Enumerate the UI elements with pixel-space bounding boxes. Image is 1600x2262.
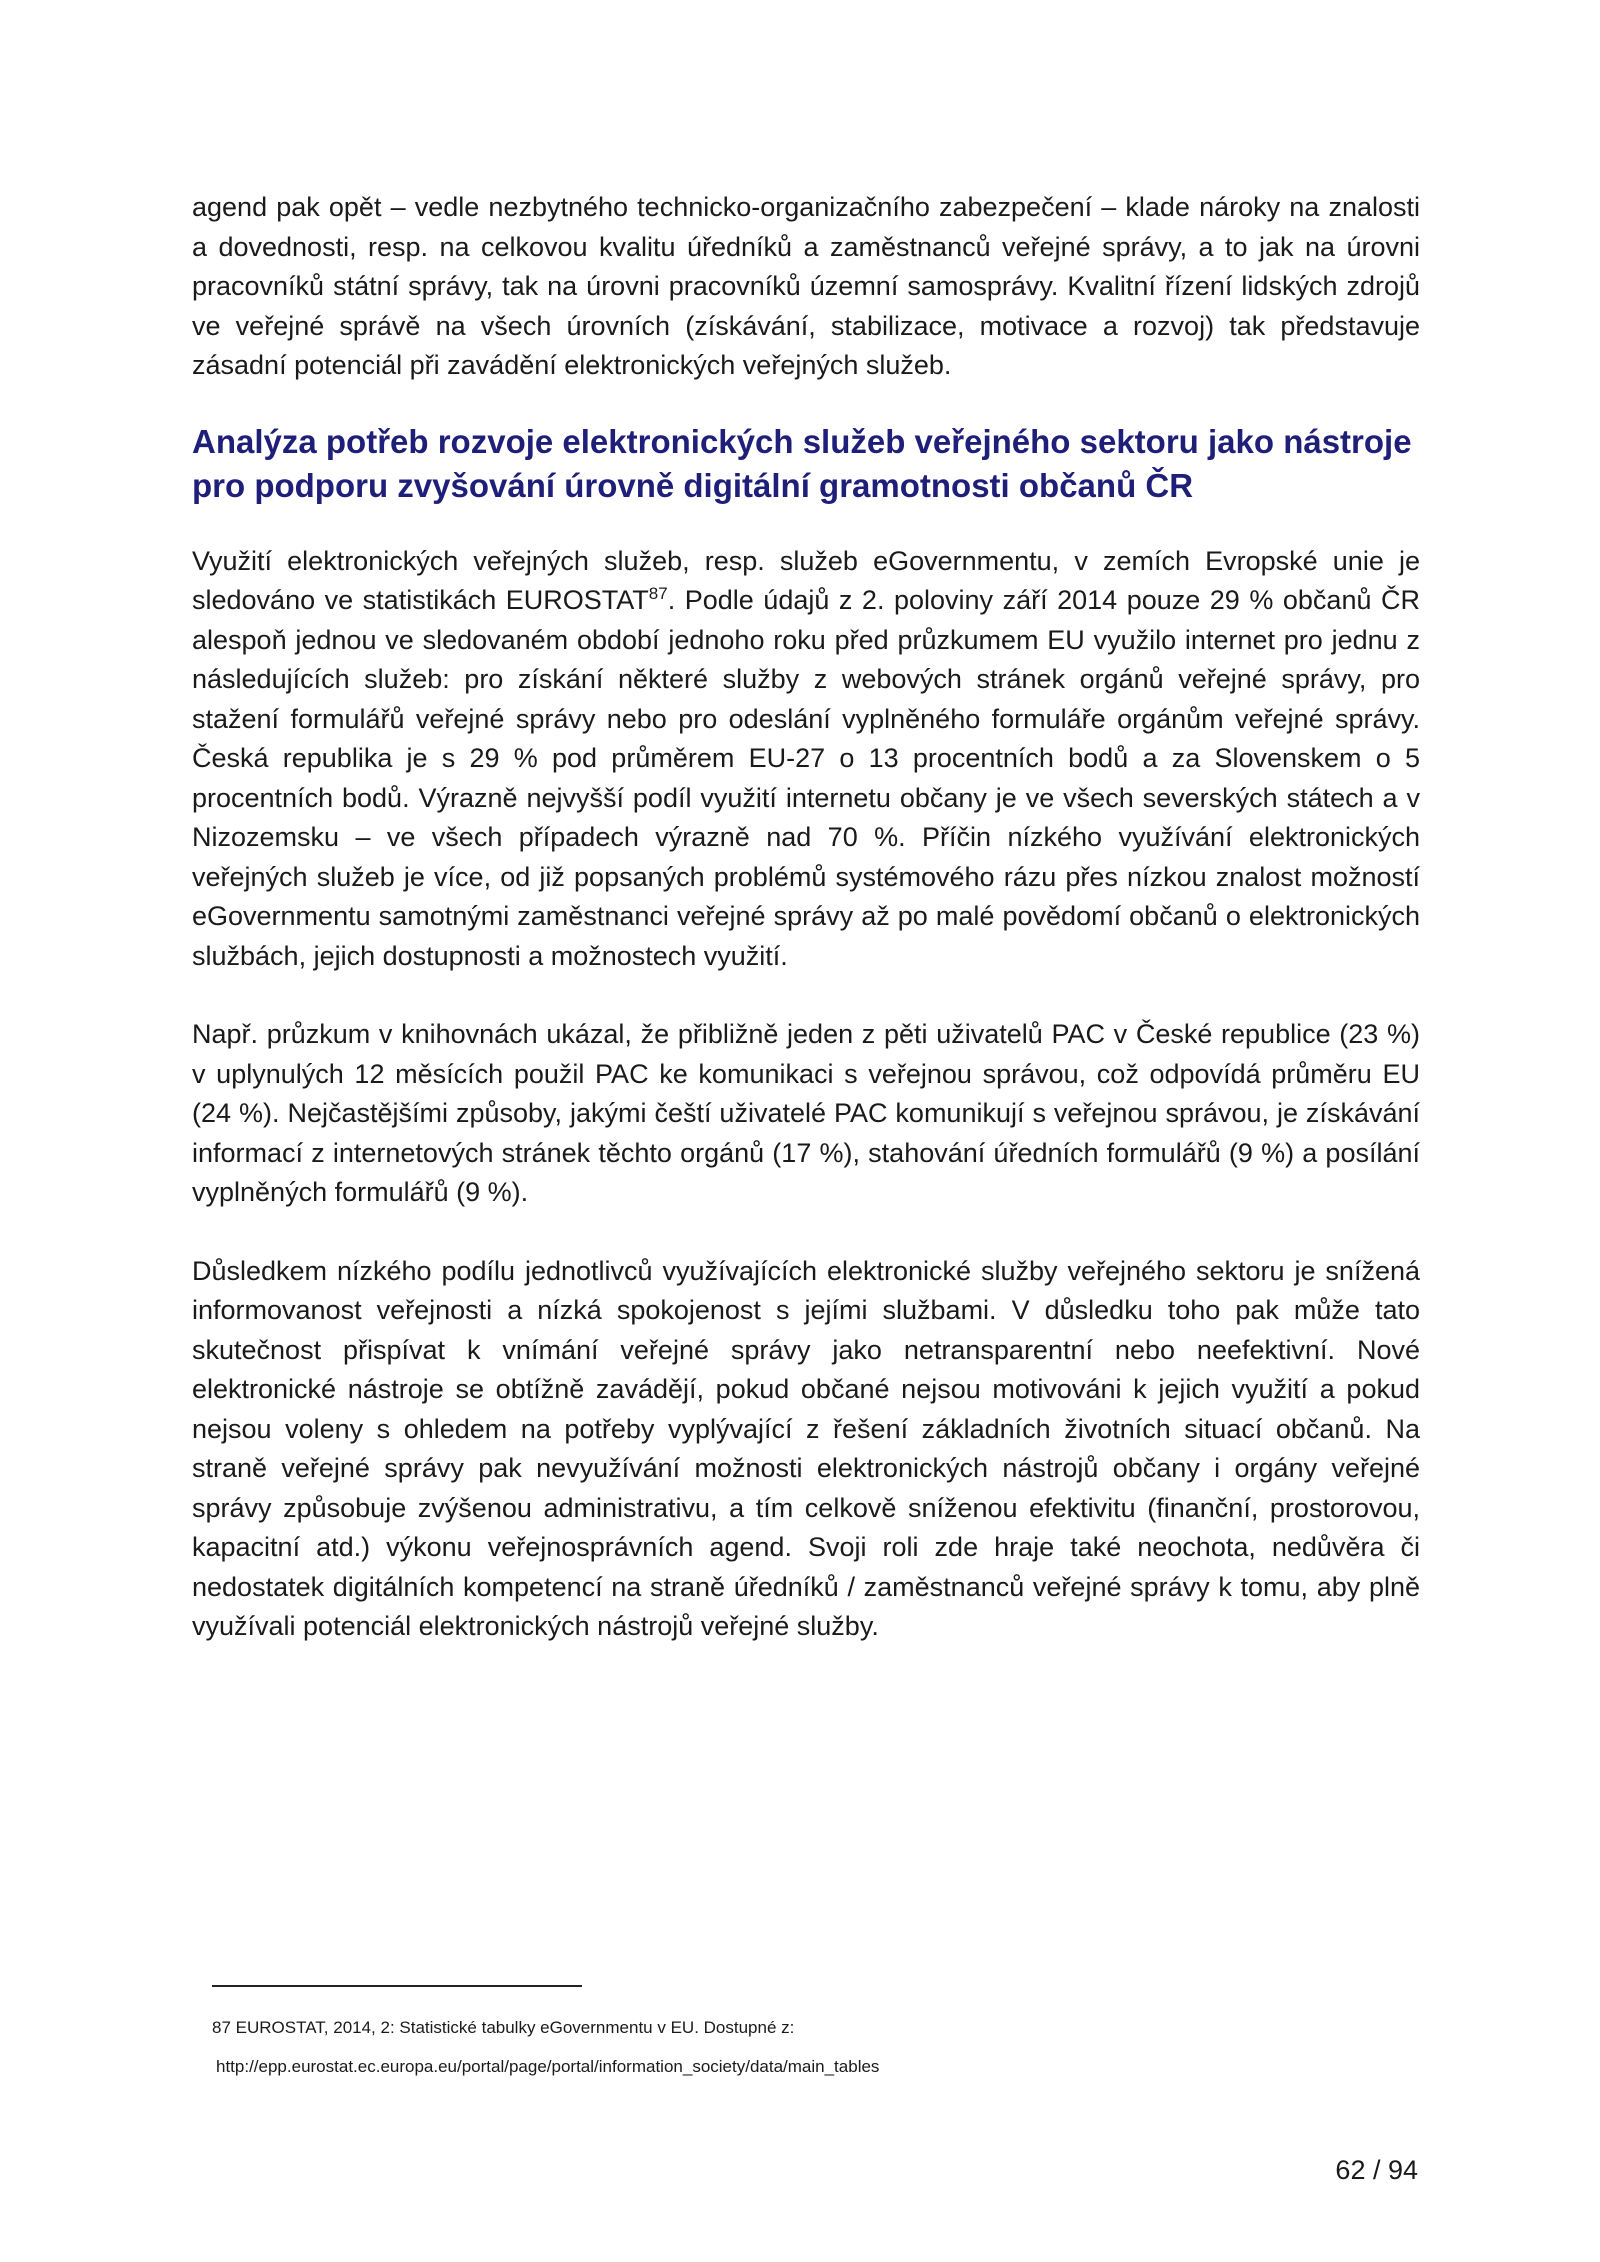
paragraph-hr-intro: agend pak opět – vedle nezbytného technicko-organizačního zabezpečení – klade nároky na znalosti a dovednosti, resp. na celkovou kvalitu úředníků a zaměstnanců veřejné správy, a to jak na úrovni pracovníků státní správy, tak na úrovni pracovníků územní samosprávy. Kvalitní řízení lidských zdrojů ve veřejné správě na všech úrovních (získávání, stabilizace, motivace a rozvoj) tak představuje zásadní potenciál při zavádění elektronických veřejných služeb. — [192, 192, 1420, 380]
paragraph-eurostat-part-1: Využití elektronických veřejných služeb, resp. služeb eGovernmentu, v zemích Evropské unie je sledováno ve statistikách EUROSTAT — [192, 545, 1420, 615]
paragraph-eurostat-part-2: . Podle údajů z 2. poloviny září 2014 pouze 29 % občanů ČR alespoň jednou ve sledovaném období jednoho roku před průzkumem EU využilo internet pro jednu z následujících služeb: pro získání některé služby z webových stránek orgánů veřejné správy, pro stažení formulářů veřejné správy nebo pro odeslání vyplněného formuláře orgánům veřejné správy. Česká republika je s 29 % pod průměrem EU-27 o 13 procentních bodů a za Slovenskem o 5 procentních bodů. Výrazně nejvyšší podíl využití internetu občany je ve všech severských státech a v Nizozemsku – ve všech případech výrazně nad 70 %. Příčin nízkého využívání elektronických veřejných služeb je více, od již popsaných problémů systémového rázu přes nízkou znalost možností eGovernmentu samotnými zaměstnanci veřejné správy až po malé povědomí občanů o elektronických službách, jejich dostupnosti a možnostech využití. — [192, 585, 1420, 971]
footnote-separator — [212, 1985, 582, 1987]
paragraph-consequences: Důsledkem nízkého podílu jednotlivců využívajících elektronické služby veřejného sektoru je snížená informovanost veřejnosti a nízká spokojenost s jejími službami. V důsledku toho pak může tato skutečnost přispívat k vnímání veřejné správy jako netransparentní nebo neefektivní. Nové elektronické nástroje se obtížně zavádějí, pokud občané nejsou motivováni k jejich využití a pokud nejsou voleny s ohledem na potřeby vyplývající z řešení základních životních situací občanů. Na straně veřejné správy pak nevyužívání možnosti elektronických nástrojů občany i orgány veřejné správy způsobuje zvýšenou administrativu, a tím celkově sníženou efektivitu (finanční, prostorovou, kapacitní atd.) výkonu veřejnosprávních agend. Svoji roli zde hraje také neochota, nedůvěra či nedostatek digitálních kompetencí na straně úředníků / zaměstnanců veřejné správy k tomu, aby plně využívali potenciál elektronických nástrojů veřejné služby. — [192, 1255, 1420, 1641]
footnote — [212, 2008, 1392, 2086]
main-content — [192, 188, 1420, 1647]
footnote-reference[interactable]: 87 — [648, 584, 668, 603]
footnote-text: 87 EUROSTAT, 2014, 2: Statistické tabulky eGovernmentu v EU. Dostupné z: — [212, 2018, 795, 2037]
paragraph-eurostat — [192, 542, 1420, 977]
page-number: 62 / 94 — [1335, 2155, 1418, 2185]
paragraph-library-survey: Např. průzkum v knihovnách ukázal, že přibližně jeden z pěti uživatelů PAC v České republice (23 %) v uplynulých 12 měsících použil PAC ke komunikaci s veřejnou správou, což odpovídá průměru EU (24 %). Nejčastějšími způsoby, jakými čeští uživatelé PAC komunikují s veřejnou správou, je získávání informací z internetových stránek těchto orgánů (17 %), stahování úředních formulářů (9 %) a posílání vyplněných formulářů (9 %). — [192, 1019, 1420, 1207]
section-heading: Analýza potřeb rozvoje elektronických služeb veřejného sektoru jako nástroje pro podporu zvyšování úrovně digitální gramotnosti občanů ČR — [192, 422, 1412, 504]
footnote-url-link[interactable]: http://epp.eurostat.ec.europa.eu/portal/page/portal/information_society/data/main_tables — [216, 2057, 880, 2076]
